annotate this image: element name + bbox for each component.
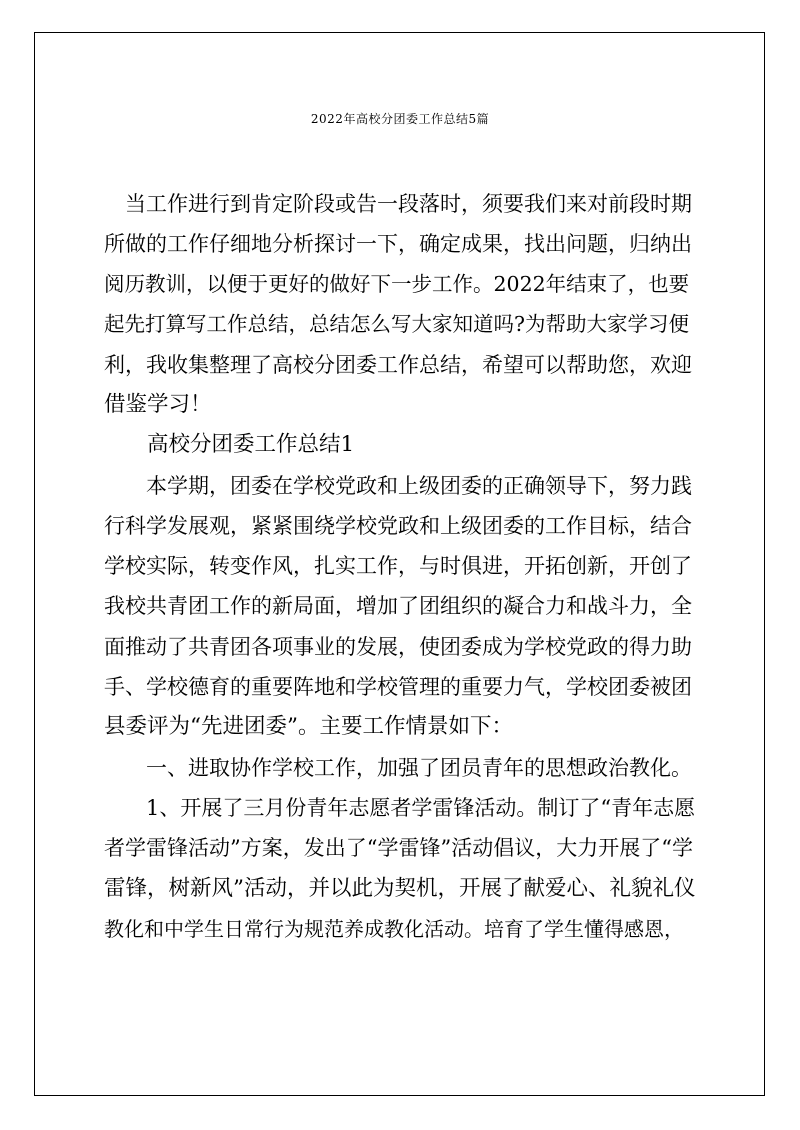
body-line: 起先打算写工作总结，总结怎么写大家知道吗?为帮助大家学习便	[104, 312, 689, 336]
body-line: 县委评为“先进团委”。主要工作情景如下：	[104, 714, 513, 739]
body-line: 当工作进行到肯定阶段或告一段落时，须要我们来对前段时期	[104, 192, 692, 216]
body-line: 学校实际，转变作风，扎实工作，与时俱进，开拓创新，开创了	[104, 554, 692, 578]
body-line: 我校共青团工作的新局面，增加了团组织的凝合力和战斗力，全	[104, 594, 692, 618]
body-line: 教化和中学生日常行为规范养成教化活动。培育了学生懂得感恩，	[104, 917, 684, 941]
body-line: 面推动了共青团各项事业的发展，使团委成为学校党政的得力助	[104, 635, 692, 659]
body-line: 阅历教训，以便于更好的做好下一步工作。2022年结束了，也要	[104, 272, 690, 296]
body-line: 手、学校德育的重要阵地和学校管理的重要力气，学校团委被团	[104, 675, 692, 699]
body-line: 本学期，团委在学校党政和上级团委的正确领导下，努力践	[104, 474, 692, 498]
body-line: 借鉴学习！	[104, 392, 212, 417]
body-line: 所做的工作仔细地分析探讨一下，确定成果，找出问题，归纳出	[104, 232, 692, 256]
document-title: 2022年高校分团委工作总结5篇	[310, 112, 490, 126]
section-heading: 高校分团委工作总结1	[104, 432, 355, 457]
subsection-heading: 一、进取协作学校工作，加强了团员青年的思想政治教化。	[104, 756, 692, 780]
body-line: 行科学发展观，紧紧围绕学校党政和上级团委的工作目标，结合	[104, 514, 692, 538]
body-line: 利，我收集整理了高校分团委工作总结，希望可以帮助您，欢迎	[104, 353, 692, 377]
body-line: 雷锋，树新风”活动，并以此为契机，开展了献爱心、礼貌礼仪	[104, 876, 696, 901]
body-line: 者学雷锋活动”方案，发出了“学雷锋”活动倡议，大力开展了“学	[104, 836, 693, 860]
body-line: 1、开展了三月份青年志愿者学雷锋活动。制订了“青年志愿	[104, 796, 696, 820]
